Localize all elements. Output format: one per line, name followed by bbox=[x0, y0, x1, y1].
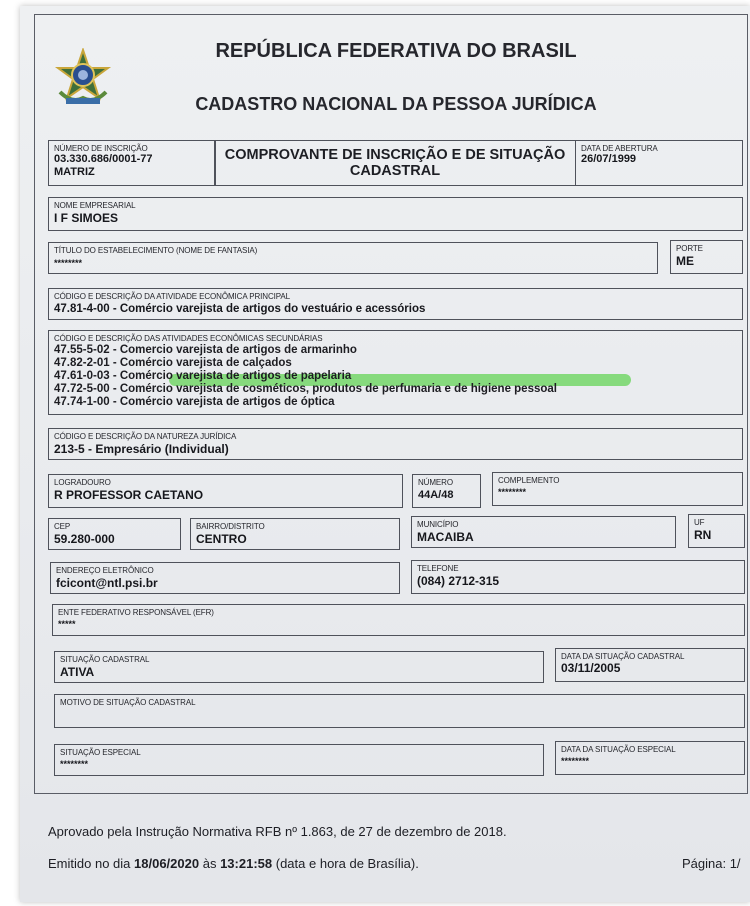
list-item: 47.72-5-00 - Comércio varejista de cosméticos, produtos de perfumaria e de higiene pessoal bbox=[54, 383, 557, 395]
natureza-value: 213-5 - Empresário (Individual) bbox=[54, 442, 229, 456]
logradouro-box bbox=[48, 474, 403, 508]
telefone-value: (084) 2712-315 bbox=[417, 574, 500, 588]
numero-label: NÚMERO bbox=[418, 478, 453, 487]
efr-value: ***** bbox=[58, 619, 76, 629]
email-value: fcicont@ntl.psi.br bbox=[56, 576, 158, 590]
municipio-label: MUNICÍPIO bbox=[417, 520, 459, 529]
data-situacao-label: DATA DA SITUAÇÃO CADASTRAL bbox=[561, 652, 685, 661]
page-number: Página: 1/ bbox=[682, 856, 741, 871]
bairro-box bbox=[190, 518, 400, 550]
complemento-value: ******** bbox=[498, 487, 527, 497]
situacao-label: SITUAÇÃO CADASTRAL bbox=[60, 655, 150, 664]
data-situacao-especial-box bbox=[555, 741, 745, 775]
telefone-label: TELEFONE bbox=[417, 564, 459, 573]
titulo-label: TÍTULO DO ESTABELECIMENTO (NOME DE FANTASIA) bbox=[54, 246, 258, 255]
comprovante-title bbox=[215, 141, 575, 185]
list-item: 47.61-0-03 - Comércio varejista de artigos de papelaria bbox=[54, 370, 352, 382]
titulo-value: ******** bbox=[54, 258, 83, 268]
complemento-label: COMPLEMENTO bbox=[498, 476, 560, 485]
porte-label: PORTE bbox=[676, 244, 703, 253]
titulo-box bbox=[48, 242, 658, 274]
page-subtitle: CADASTRO NACIONAL DA PESSOA JURÍDICA bbox=[195, 94, 597, 114]
porte-box bbox=[670, 240, 743, 274]
situacao-box bbox=[54, 651, 544, 683]
numero-box bbox=[412, 474, 481, 508]
comprovante-line2: CADASTRAL bbox=[349, 163, 441, 179]
list-item: 47.74-1-00 - Comércio varejista de artigos de óptica bbox=[54, 396, 335, 408]
data-situacao-especial-label: DATA DA SITUAÇÃO ESPECIAL bbox=[561, 745, 676, 754]
uf-value: RN bbox=[694, 528, 712, 542]
atividades-secundarias-list bbox=[54, 344, 557, 409]
cep-box bbox=[48, 518, 181, 550]
logradouro-label: LOGRADOURO bbox=[54, 478, 111, 487]
atividades-secundarias-box bbox=[48, 330, 743, 415]
logradouro-value: R PROFESSOR CAETANO bbox=[54, 488, 204, 502]
emission-time: 13:21:58 bbox=[220, 856, 273, 871]
emission-line bbox=[48, 856, 419, 871]
complemento-box bbox=[492, 472, 743, 506]
situacao-especial-box bbox=[54, 744, 544, 776]
motivo-label: MOTIVO DE SITUAÇÃO CADASTRAL bbox=[60, 698, 196, 707]
comprovante-line1: COMPROVANTE DE INSCRIÇÃO E DE SITUAÇÃO bbox=[224, 147, 566, 163]
situacao-especial-label: SITUAÇÃO ESPECIAL bbox=[60, 748, 141, 757]
atividade-principal-value: 47.81-4-00 - Comércio varejista de artigos do vestuário e acessórios bbox=[54, 303, 426, 315]
inscricao-type: MATRIZ bbox=[54, 166, 95, 178]
emission-prefix: Emitido no dia bbox=[48, 856, 131, 871]
email-box bbox=[50, 562, 400, 594]
approval-note: Aprovado pela Instrução Normativa RFB nº 1.863, de 27 de dezembro de 2018. bbox=[48, 824, 507, 839]
numero-value: 44A/48 bbox=[418, 489, 454, 501]
situacao-value: ATIVA bbox=[60, 665, 95, 679]
emission-date: 18/06/2020 bbox=[134, 856, 200, 871]
nome-empresarial-label: NOME EMPRESARIAL bbox=[54, 201, 136, 210]
cep-value: 59.280-000 bbox=[54, 532, 115, 546]
data-situacao-value: 03/11/2005 bbox=[561, 661, 621, 675]
abertura-label: DATA DE ABERTURA bbox=[581, 144, 658, 153]
nome-empresarial-value: I F SIMOES bbox=[54, 211, 119, 225]
cep-label: CEP bbox=[54, 522, 71, 531]
inscricao-number: 03.330.686/0001-77 bbox=[54, 153, 153, 165]
natureza-label: CÓDIGO E DESCRIÇÃO DA NATUREZA JURÍDICA bbox=[54, 432, 237, 441]
data-situacao-box bbox=[555, 648, 745, 682]
motivo-box bbox=[54, 694, 745, 728]
bairro-value: CENTRO bbox=[196, 532, 247, 546]
email-label: ENDEREÇO ELETRÔNICO bbox=[56, 566, 154, 575]
porte-value: ME bbox=[676, 254, 694, 268]
inscricao-box bbox=[48, 140, 216, 186]
abertura-box bbox=[575, 140, 743, 186]
emission-suffix: (data e hora de Brasília). bbox=[275, 856, 419, 871]
municipio-box bbox=[411, 516, 676, 548]
atividade-principal-box bbox=[48, 288, 743, 320]
municipio-value: MACAIBA bbox=[417, 530, 474, 544]
natureza-box bbox=[48, 428, 743, 460]
uf-box bbox=[688, 514, 745, 548]
efr-label: ENTE FEDERATIVO RESPONSÁVEL (EFR) bbox=[58, 608, 214, 617]
page-title: REPÚBLICA FEDERATIVA DO BRASIL bbox=[215, 40, 577, 62]
comprovante-box bbox=[214, 140, 576, 186]
data-situacao-especial-value: ******** bbox=[561, 756, 590, 766]
emission-mid: às bbox=[202, 856, 217, 871]
list-item: 47.82-2-01 - Comércio varejista de calçados bbox=[54, 357, 292, 369]
nome-empresarial-box bbox=[48, 197, 743, 231]
inscricao-label: NÚMERO DE INSCRIÇÃO bbox=[54, 144, 148, 153]
list-item: 47.55-5-02 - Comercio varejista de artigos de armarinho bbox=[54, 344, 357, 356]
atividade-principal-label: CÓDIGO E DESCRIÇÃO DA ATIVIDADE ECONÔMICA PRINCIPAL bbox=[54, 292, 290, 301]
bairro-label: BAIRRO/DISTRITO bbox=[196, 522, 265, 531]
atividades-secundarias-label: CÓDIGO E DESCRIÇÃO DAS ATIVIDADES ECONÔMICAS SECUNDÁRIAS bbox=[54, 334, 323, 343]
telefone-box bbox=[411, 560, 745, 594]
uf-label: UF bbox=[694, 518, 705, 527]
efr-box bbox=[52, 604, 745, 636]
abertura-value: 26/07/1999 bbox=[581, 153, 637, 165]
situacao-especial-value: ******** bbox=[60, 759, 89, 769]
